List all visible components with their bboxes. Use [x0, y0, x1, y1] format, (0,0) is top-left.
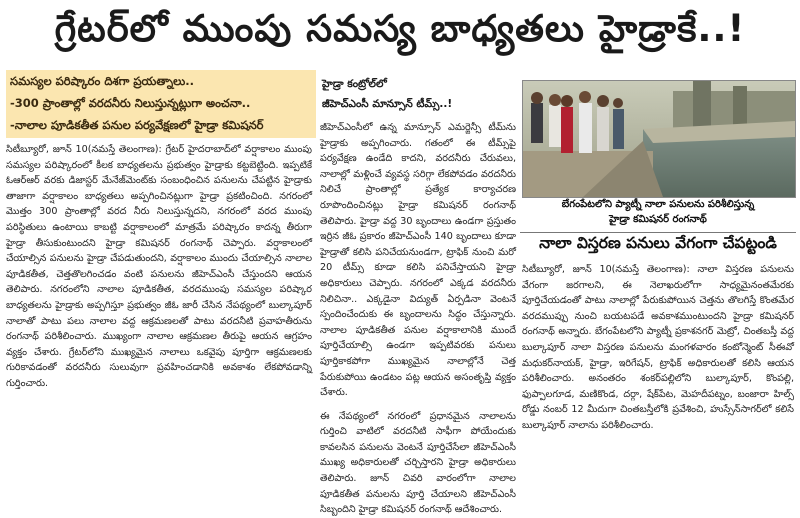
photo-caption-line-2: హైడ్రా కమిషనర్ రంగనాథ్ — [609, 214, 707, 225]
headline: గ్రేటర్‌లో ముంపు సమస్య బాధ్యతలు హైడ్రాకే..! — [54, 7, 746, 50]
side-story-body — [522, 262, 794, 472]
section-divider — [520, 232, 796, 233]
side-story-headline: నాలా విస్తరణ పనులు వేగంగా చేపట్టండి — [539, 234, 777, 252]
callout-line-1: హైడ్రా కంట్రోల్‌లో — [322, 78, 387, 90]
article-paragraph: సిటీబ్యూరో, జూన్ 10(నమస్తే తెలంగాణ): నాలా విస్తరణ పనులను వేగంగా జరగాలని, ఈ నెలాఖరులోగా సాధ్యమైనంతమేరకు పూర్తిచేయడంతో పాటు నాలాల్లో పేరుకుపోయిన చెత్తను తొలగిస్తే కొంతమేర వరదముప్పు నుంచి బయటపడే అవకాశముంటుందని హైడ్రా కమిషనర్ రంగనాథ్ అన్నారు. బేగంపేటలోని ప్యాట్నీ ప్రకాశనగర్ మెట్రో, చింతబస్తీ వద్ద బుల్కాపూర్ నాలా విస్తరణ పనులను మంగళవారం కంటోన్మెంట్ సీఈవో మధుకర్‌నాయక్, హైడ్రా, ఇరిగేషన్, ట్రాఫిక్ అధికారులతో కలిసి ఆయన పరిశీలించారు. అనంతరం శంకర్‌పల్లిలోని బుల్కాపూర్, కొంపల్లి, ఫుప్పాలగూడ, మణికొండ, దర్గా, షేక్‌పేట, మెహదీపట్నం, బంజారా హిల్స్ రోడ్డు నంబర్ 12 మీదుగా చింతబస్తీలోకి ప్రవేశించి, హుస్సేన్‌సాగర్‌లో కలిసే బుల్కాపూర్ నాలాను పరిశీలించారు. — [522, 264, 794, 431]
subheading-2: -300 ప్రాంతాల్లో వరదనీరు నిలుస్తున్నట్లుగా అంచనా.. — [10, 96, 251, 110]
subheading-1: సమస్యల పరిష్కారం దిశగా ప్రయత్నాలు.. — [10, 74, 194, 88]
subheading-3: -నాలాల పూడికతీత పనుల పర్యవేక్షణలో హైడ్రా కమిషనర్ — [10, 118, 264, 132]
subheading-panel — [6, 70, 316, 138]
article-column-left — [6, 142, 312, 472]
callout-box — [322, 74, 517, 116]
article-paragraph: జీహెచ్‌ఎంసీలో ఉన్న మాన్సూన్ ఎమర్జెన్సీ టీమ్‌ను హైడ్రాకు అప్పగించారు. గతంలో ఈ టీమ్స్‌పై పర్యవేక్షణ ఉండేది కాదని, వరదనీరు చేరువలు, నాలాల్లో మళ్లించే వ్యవస్థ సరిగ్గా లేకపోవడం వరదనీరు నిలిచే ప్రాంతాల్లో ప్రత్యేక కార్యాచరణ రూపొందించినట్లు హైడ్రా కమిషనర్ రంగనాథ్ తెలిపారు. హైడ్రా వద్ద 30 బృందాలు ఉండగా ప్రస్తుతం ఇర్రిన జీఓ ప్రకారం జీహెచ్‌ఎంసీ 140 బృందాలు కూడా హైడ్రాతో కలిసి పనిచేయనుండగా, ట్రాఫిక్ నుంచి మరో 20 టీమ్స్ కూడా కలిసి పనిచేస్తాయని హైడ్రా అధికారులు చెప్పారు. నగరంలో ఎక్కడ వరదనీరు నిలిచినా.. ఎక్కడైనా విద్యుత్ ఏర్పడినా వెంటనే స్పందించేందుకు ఈ బృందాలను సిద్ధం చేస్తున్నారు. నాలాల పూడికతీత పనుల వర్షాకాలానికి ముందే పూర్తిచేయాల్సి ఉండగా ఇప్పటివరకు పనులు పూర్తికాకపోగా ముఖ్యమైన నాలాల్లోనే చెత్త పేరుకుపోయి ఉండటం పట్ల ఆయన అసంతృప్తి వ్యక్తం చేశారు. — [320, 122, 516, 399]
article-column-middle — [320, 120, 516, 516]
photo-caption-line-1: బేగంపేటలోని ప్యాట్నీ నాలా పనులను పరిశీలిస్తున్న — [561, 199, 755, 210]
photo-illustration — [523, 81, 795, 197]
article-paragraph: ఈ నేపథ్యంలో నగరంలో ప్రధానమైన నాలాలను గుర్తించి వాటిలో వరదనీటి సాఫీగా పోయేందుకు కావలసిన పనులను వెంటనే పూర్తిచేసేలా జీహెచ్‌ఎంసీ ముఖ్య అధికారులతో చర్చిస్తారని హైడ్రా అధికారులు తెలిపారు. జూన్ చివరి వారంలోగా నాలాల పూడికతీత పనులను పూర్తి చేయాలని జీహెచ్‌ఎంసీ సిబ్బందిని హైడ్రా కమిషనర్ రంగనాథ్ ఆదేశించారు. — [320, 410, 516, 516]
callout-line-2: జీహెచ్‌ఎంసీ మాన్సూన్ టీమ్స్..! — [322, 98, 453, 110]
photo-caption — [522, 197, 794, 233]
news-photo — [522, 80, 796, 198]
article-paragraph: సిటీబ్యూరో, జూన్ 10(నమస్తే తెలంగాణ): గ్రేటర్ హైదరాబాద్‌లో వర్షాకాలం ముంపు సమస్యల పరిష్కారంలో కీలక బాధ్యతలను ప్రభుత్వం హైడ్రాకు కట్టబెట్టింది. ఇప్పటికే ఓఆర్‌ఆర్ వరకు డిజాస్టర్ మేనేజ్‌మెంట్‌కు సంబంధించిన పనులను చేపట్టిన హైడ్రాకు తాజాగా వర్షాకాలం బాధ్యతలు అప్పగించినట్లుగా హైడ్రా ప్రకటించింది. నగరంలో మొత్తం 300 ప్రాంతాల్లో వరద నీరు నిలుస్తున్నదని, నగరంలో వరద ముంపు పరిస్థితులు ఉంటాయి కాబట్టి వర్షాకాలంలో మాత్రమే పరిష్కారం కాదన్న తీరుగా హైడ్రా తీసుకుంటుందని హైడ్రా కమిషనర్ రంగనాథ్ చెప్పారు. వర్షాకాలంలో చేయాల్సిన పనులను హైడ్రా చేపడుతుందని, వర్షాకాలం ముందు చేయాల్సిన నాలాల పూడికతీత, చెత్తతొలగించడం వంటి పనులను జీహెచ్‌ఎంసీ చేస్తుందని ఆయన తెలిపారు. నగరంలోని నాలాల పూడికతీత, వరదముంపు సమస్యల పరిష్కార బాధ్యతలను హైడ్రాకు అప్పగిస్తూ ప్రభుత్వం జీఓ జారీ చేసిన నేపథ్యంలో బుల్కాపూర్ నాలాతో పాటు పలు నాలాల వద్ద ఆక్రమణలతో పాటు వరదనీటి ప్రవాహతీరును రంగనాథ్ పరిశీలించారు. ముఖ్యంగా నాలాల ఆక్రమణల తీరుపై ఆయన ఆగ్రహం వ్యక్తం చేశారు. గ్రేటర్‌లోని ముఖ్యమైన నాలాలు ఒకవైపు పూర్తిగా ఆక్రమణలకు గురికావడంతో వరదనీరు సులువుగా ప్రవహించడానికి అవకాశం లేకపోవడాన్ని గుర్తించారు. — [6, 144, 312, 389]
